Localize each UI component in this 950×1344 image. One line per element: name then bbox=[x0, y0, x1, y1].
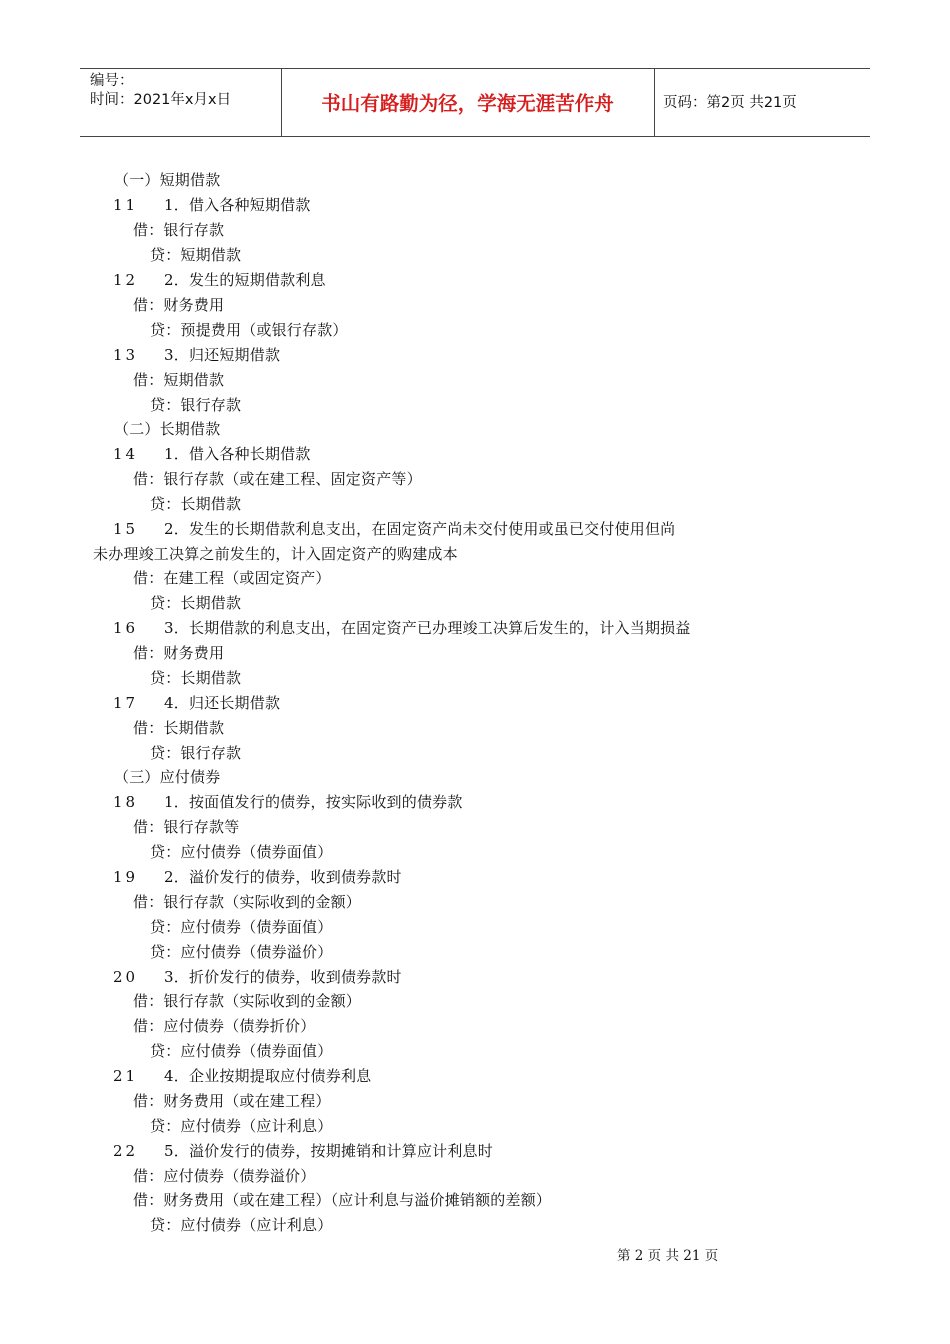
entry-number: 14 bbox=[113, 445, 139, 463]
credit-line: 贷：应付债券（债券面值） bbox=[150, 1042, 333, 1060]
numbered-entry: 17 4．归还长期借款 bbox=[113, 694, 281, 712]
debit-line: 借：在建工程（或固定资产） bbox=[133, 569, 331, 587]
numbered-entry: 20 3．折价发行的债券，收到债券款时 bbox=[113, 968, 402, 986]
entry-number: 21 bbox=[113, 1067, 139, 1085]
debit-line: 借：银行存款（实际收到的金额） bbox=[133, 992, 362, 1010]
debit-line: 借：应付债券（债券溢价） bbox=[133, 1167, 316, 1185]
credit-line: 贷：长期借款 bbox=[150, 669, 242, 687]
header-page-number: 页码：第2页 共21页 bbox=[663, 95, 797, 111]
entry-number: 16 bbox=[113, 619, 139, 637]
credit-line: 贷：长期借款 bbox=[150, 495, 242, 513]
section-heading: （三）应付债券 bbox=[114, 768, 221, 786]
header-meta-cell bbox=[80, 69, 282, 136]
entry-number: 22 bbox=[113, 1142, 139, 1160]
entry-number: 13 bbox=[113, 346, 139, 364]
debit-line: 借：银行存款 bbox=[133, 221, 225, 239]
credit-line: 贷：应付债券（应计利息） bbox=[150, 1117, 333, 1135]
numbered-entry: 16 3．长期借款的利息支出，在固定资产已办理竣工决算后发生的，计入当期损益 bbox=[113, 619, 691, 637]
numbered-entry: 15 2．发生的长期借款利息支出，在固定资产尚未交付使用或虽已交付使用但尚 bbox=[113, 520, 676, 538]
entry-number: 15 bbox=[113, 520, 139, 538]
entry-number: 12 bbox=[113, 271, 139, 289]
numbered-entry: 18 1．按面值发行的债券，按实际收到的债券款 bbox=[113, 793, 463, 811]
debit-line: 借：短期借款 bbox=[133, 371, 225, 389]
page-header bbox=[80, 68, 870, 137]
credit-line: 贷：应付债券（债券面值） bbox=[150, 843, 333, 861]
numbered-entry: 11 1．借入各种短期借款 bbox=[113, 196, 311, 214]
entry-number: 19 bbox=[113, 868, 139, 886]
header-motto: 书山有路勤为径，学海无涯苦作舟 bbox=[321, 92, 614, 115]
section-heading: （一）短期借款 bbox=[114, 171, 221, 189]
debit-line: 借：财务费用（或在建工程）（应计利息与溢价摊销额的差额） bbox=[133, 1191, 552, 1209]
credit-line: 贷：长期借款 bbox=[150, 594, 242, 612]
numbered-entry: 12 2．发生的短期借款利息 bbox=[113, 271, 326, 289]
credit-line: 贷：短期借款 bbox=[150, 246, 242, 264]
debit-line: 借：银行存款（或在建工程、固定资产等） bbox=[133, 470, 422, 488]
document-number-label: 编号： bbox=[90, 73, 134, 89]
debit-line: 借：银行存款等 bbox=[133, 818, 240, 836]
entry-number: 11 bbox=[113, 196, 139, 214]
credit-line: 贷：应付债券（应计利息） bbox=[150, 1216, 333, 1234]
numbered-entry: 22 5．溢价发行的债券，按期摊销和计算应计利息时 bbox=[113, 1142, 493, 1160]
page-footer: 第 2 页 共 21 页 bbox=[617, 1248, 719, 1264]
debit-line: 借：财务费用 bbox=[133, 296, 225, 314]
debit-line: 借：财务费用 bbox=[133, 644, 225, 662]
numbered-entry: 14 1．借入各种长期借款 bbox=[113, 445, 311, 463]
continuation-line: 未办理竣工决算之前发生的，计入固定资产的购建成本 bbox=[93, 545, 458, 563]
header-page-cell bbox=[654, 69, 870, 136]
header-motto-cell bbox=[281, 69, 655, 136]
numbered-entry: 13 3．归还短期借款 bbox=[113, 346, 281, 364]
entry-number: 17 bbox=[113, 694, 139, 712]
section-heading: （二）长期借款 bbox=[114, 420, 221, 438]
credit-line: 贷：银行存款 bbox=[150, 744, 242, 762]
debit-line: 借：银行存款（实际收到的金额） bbox=[133, 893, 362, 911]
document-time-label: 时间：2021年x月x日 bbox=[90, 92, 232, 108]
credit-line: 贷：预提费用（或银行存款） bbox=[150, 321, 348, 339]
numbered-entry: 21 4．企业按期提取应付债券利息 bbox=[113, 1067, 372, 1085]
credit-line: 贷：银行存款 bbox=[150, 396, 242, 414]
debit-line: 借：财务费用（或在建工程） bbox=[133, 1092, 331, 1110]
entry-number: 18 bbox=[113, 793, 139, 811]
debit-line: 借：应付债券（债券折价） bbox=[133, 1017, 316, 1035]
debit-line: 借：长期借款 bbox=[133, 719, 225, 737]
entry-number: 20 bbox=[113, 968, 139, 986]
credit-line: 贷：应付债券（债券面值） bbox=[150, 918, 333, 936]
numbered-entry: 19 2．溢价发行的债券，收到债券款时 bbox=[113, 868, 402, 886]
credit-line: 贷：应付债券（债券溢价） bbox=[150, 943, 333, 961]
